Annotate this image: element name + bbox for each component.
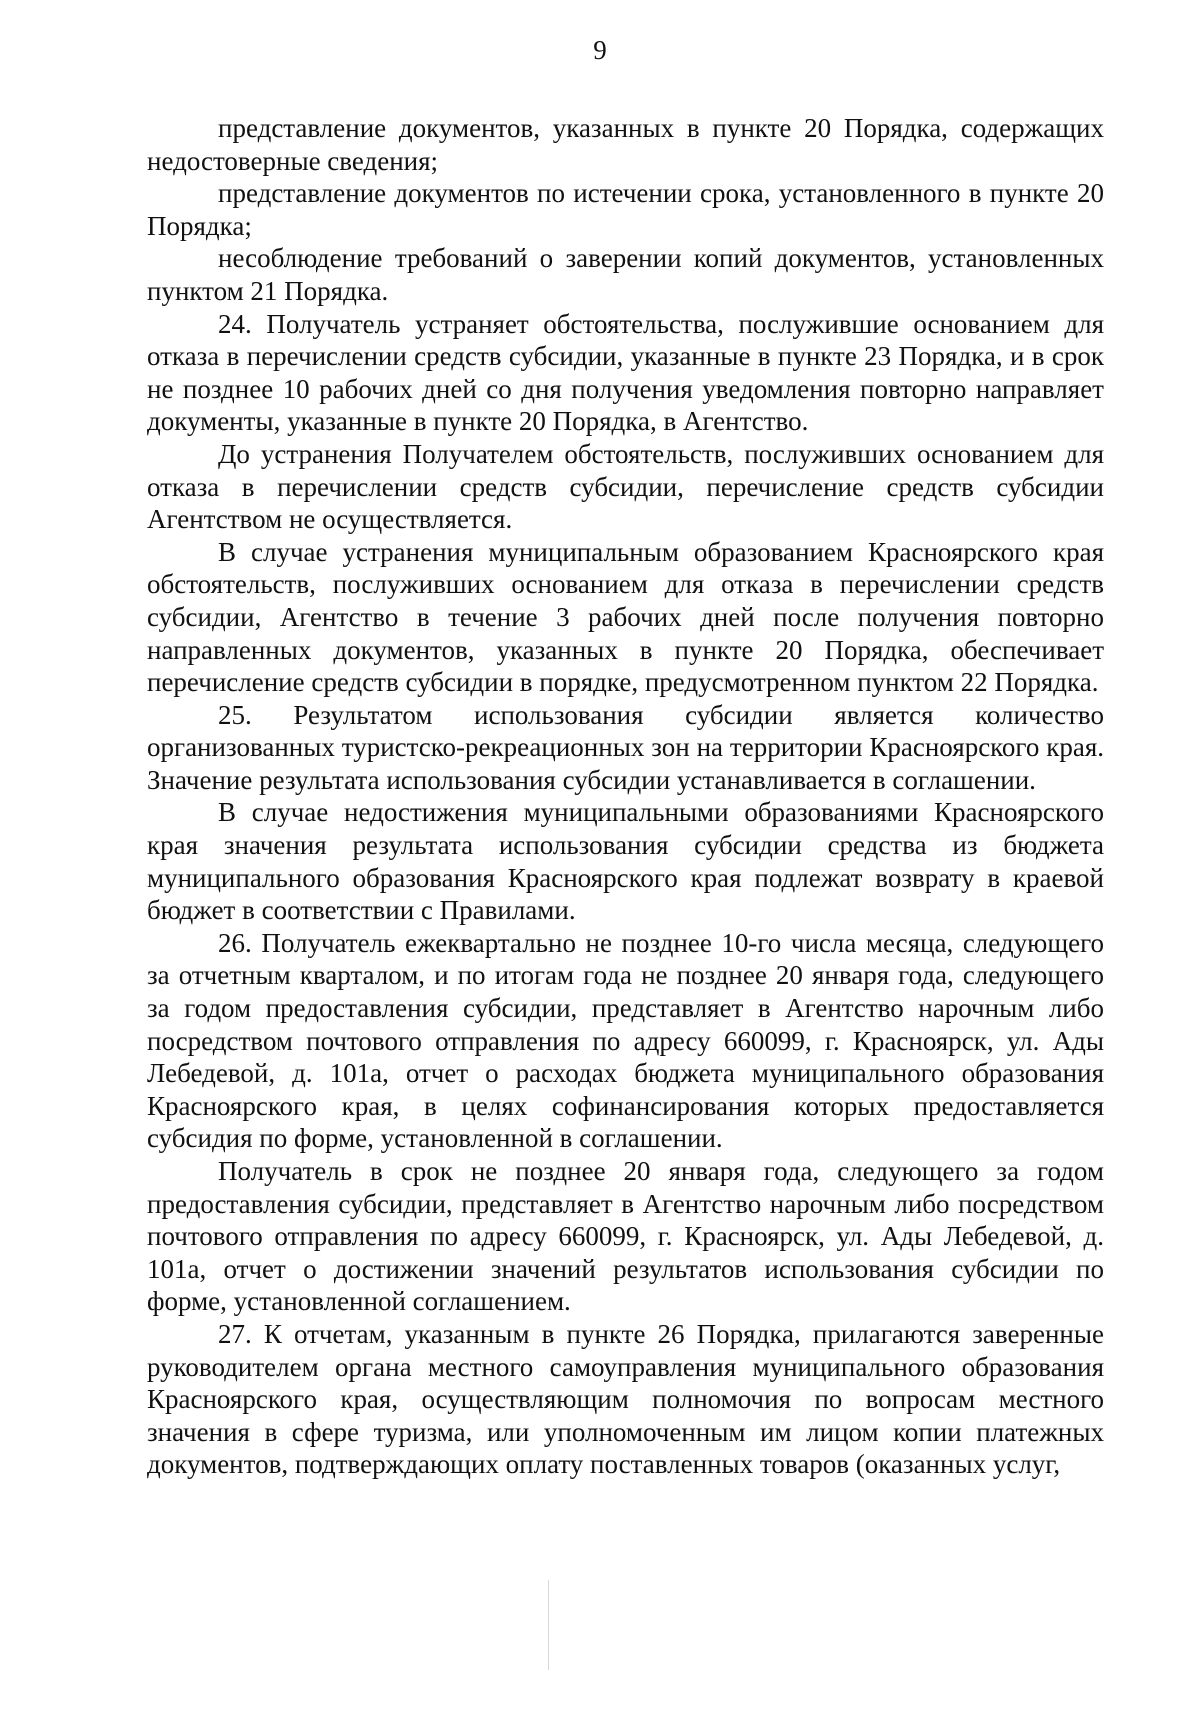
paragraph-9: 26. Получатель ежеквартально не позднее 10-го числа месяца, следующего за отчетным кварталом, и по итогам года не позднее 20 января года, следующего за годом предоставления субсидии, представляет в Агентство нарочным либо посредством почтового отправления по адресу 660099, г. Красноярск, ул. Ады Лебедевой, д. 101а, отчет о расходах бюджета муниципального образования Красноярского края, в целях софинансирования которых предоставляется субсидия по форме, установленной в соглашении. — [147, 927, 1104, 1154]
paragraph-1: представление документов, указанных в пункте 20 Порядка, содержащих недостоверные сведения; — [147, 113, 1104, 176]
document-body — [147, 112, 1104, 1481]
paragraph-7: 25. Результатом использования субсидии является количество организованных туристско-рекреационных зон на территории Красноярского края. Значение результата использования субсидии устанавливается в соглашении. — [147, 699, 1104, 795]
paragraph-10: Получатель в срок не позднее 20 января года, следующего за годом предоставления субсидии, представляет в Агентство нарочным либо посредством почтового отправления по адресу 660099, г. Красноярск, ул. Ады Лебедевой, д. 101а, отчет о достижении значений результатов использования субсидии по форме, установленной соглашением. — [147, 1156, 1104, 1317]
paragraph-2: представление документов по истечении срока, установленного в пункте 20 Порядка; — [147, 178, 1104, 241]
paragraph-6: В случае устранения муниципальным образованием Красноярского края обстоятельств, послуживших основанием для отказа в перечислении средств субсидии, Агентство в течение 3 рабочих дней после получения повторно направленных документов, указанных в пункте 20 Порядка, обеспечивает перечисление средств субсидии в порядке, предусмотренном пунктом 22 Порядка. — [147, 536, 1104, 698]
paragraph-3: несоблюдение требований о заверении копий документов, установленных пунктом 21 Порядка. — [147, 243, 1104, 306]
page-number: 9 — [593, 35, 607, 65]
paragraph-8: В случае недостижения муниципальными образованиями Красноярского края значения результата использования субсидии средства из бюджета муниципального образования Красноярского края подлежат возврату в краевой бюджет в соответствии с Правилами. — [147, 797, 1104, 926]
scan-artifact-line — [548, 1580, 549, 1670]
paragraph-11: 27. К отчетам, указанным в пункте 26 Порядка, прилагаются заверенные руководителем органа местного самоуправления муниципального образования Красноярского края, осуществляющим полномочия по вопросам местного значения в сфере туризма, или уполномоченным им лицом копии платежных документов, подтверждающих оплату поставленных товаров (оказанных услуг, — [147, 1318, 1104, 1480]
paragraph-5: До устранения Получателем обстоятельств, послуживших основанием для отказа в перечислении средств субсидии, перечисление средств субсидии Агентством не осуществляется. — [147, 438, 1104, 535]
paragraph-4: 24. Получатель устраняет обстоятельства, послужившие основанием для отказа в перечислении средств субсидии, указанные в пункте 23 Порядка, и в срок не позднее 10 рабочих дней со дня получения уведомления повторно направляет документы, указанные в пункте 20 Порядка, в Агентство. — [147, 308, 1104, 437]
